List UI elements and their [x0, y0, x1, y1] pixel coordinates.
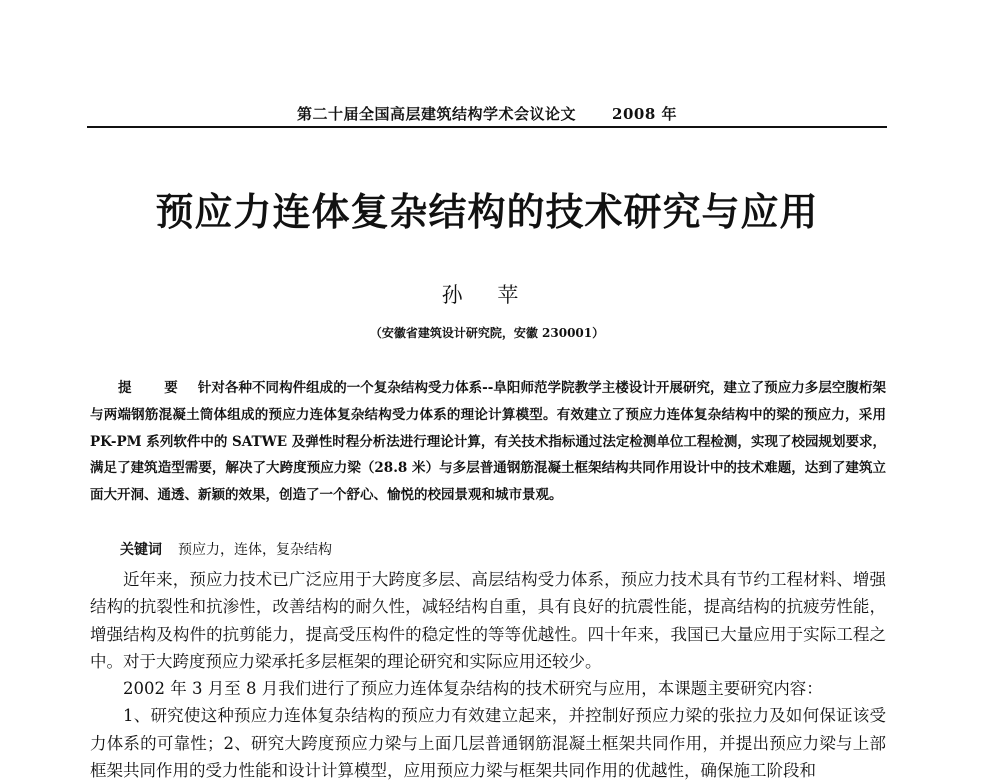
abstract [90, 375, 886, 509]
running-header [87, 103, 887, 125]
body-text [90, 566, 886, 784]
abstract-text: 针对各种不同构件组成的一个复杂结构受力体系--阜阳师范学院教学主楼设计开展研究，建立了预应力多层空腹桁架与两端钢筋混凝土筒体组成的预应力连体复杂结构受力体系的理论计算模型。有效建立了预应力连体复杂结构中的梁的预应力，采用 PK-PM 系列软件中的 SATWE 及弹性时程分析法进行理论计算，有关技术指标通过法定检测单位工程检测，实现了校园规划要求，满足了建筑造型需要，解决了大跨度预应力梁（28.8 米）与多层普通钢筋混凝土框架结构共同作用设计中的技术难题，达到了建筑立面大开洞、通透、新颖的效果，创造了一个舒心、愉悦的校园景观和城市景观。 [90, 380, 886, 504]
conference-year: 2008 年 [612, 105, 677, 123]
header-rule [87, 126, 887, 128]
conference-name: 第二十届全国高层建筑结构学术会议论文 [297, 105, 577, 123]
author-affiliation: （安徽省建筑设计研究院，安徽 230001） [369, 326, 605, 340]
keywords-text: 预应力，连体，复杂结构 [178, 542, 332, 558]
paper-title: 预应力连体复杂结构的技术研究与应用 [155, 189, 819, 234]
body-paragraph-3: 1、研究使这种预应力连体复杂结构的预应力有效建立起来，并控制好预应力梁的张拉力及如何保证该受力体系的可靠性；2、研究大跨度预应力梁与上面几层普通钢筋混凝土框架共同作用，并提出预应力梁与上部框架共同作用的受力性能和设计计算模型，应用预应力梁与框架共同作用的优越性，确保施工阶段和 [90, 706, 886, 781]
body-paragraph-1: 近年来，预应力技术已广泛应用于大跨度多层、高层结构受力体系，预应力技术具有节约工程材料、增强结构的抗裂性和抗渗性，改善结构的耐久性，减轻结构自重，具有良好的抗震性能，提高结构的抗疲劳性能，增强结构及构件的抗剪能力，提高受压构件的稳定性的等等优越性。四十年来，我国已大量应用于实际工程之中。对于大跨度预应力梁承托多层框架的理论研究和实际应用还较少。 [90, 570, 886, 671]
author-name: 孙 苹 [441, 283, 533, 307]
keywords [120, 539, 880, 561]
abstract-label: 提 要 [118, 380, 192, 396]
body-paragraph-2: 2002 年 3 月至 8 月我们进行了预应力连体复杂结构的技术研究与应用，本课题主要研究内容： [123, 679, 823, 699]
keywords-label: 关键词 [120, 542, 162, 558]
